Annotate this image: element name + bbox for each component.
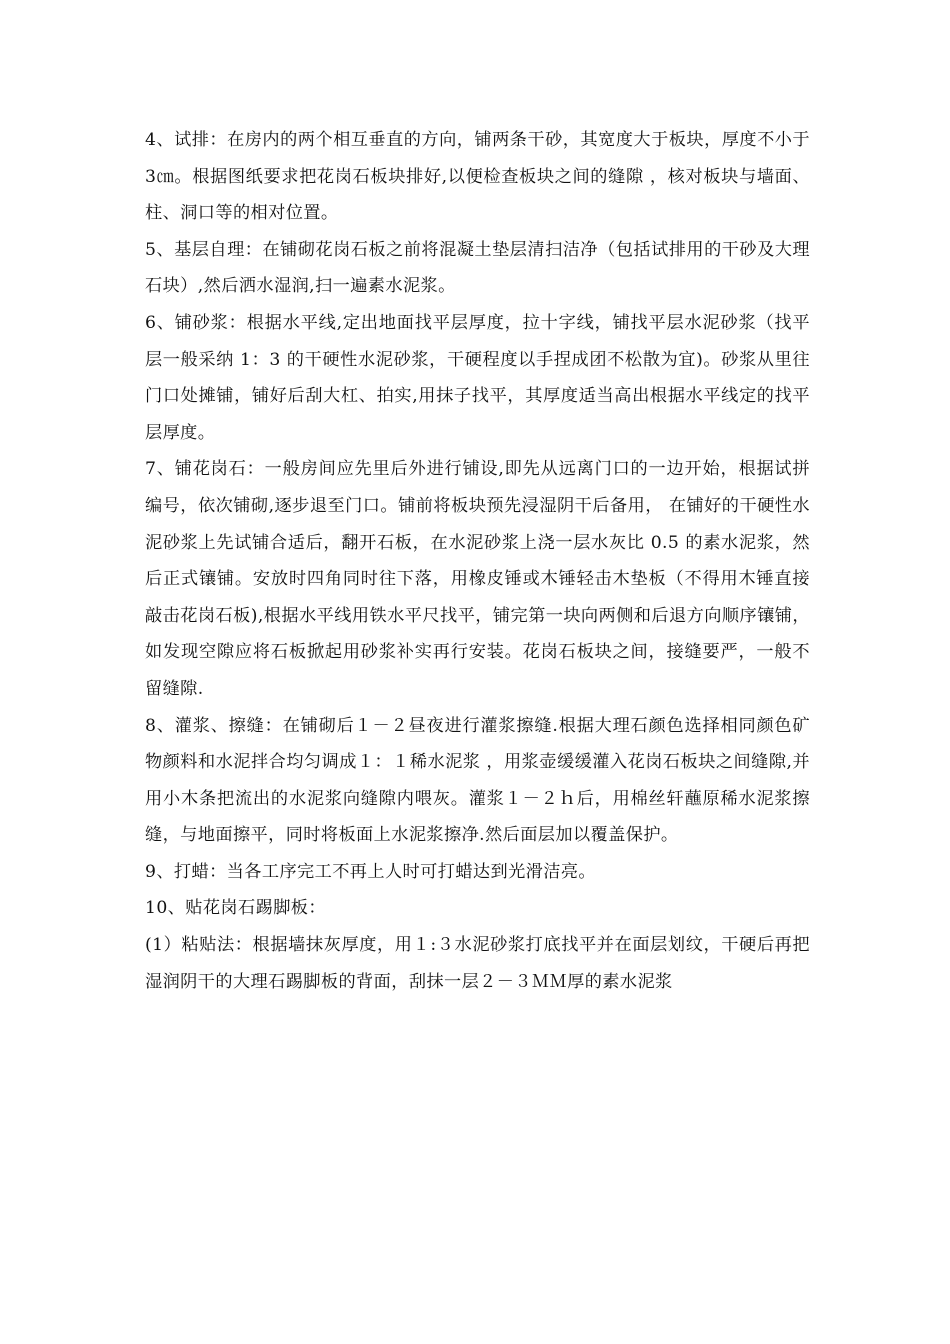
- paragraph-step-4-trial-layout: 4、试排：在房内的两个相互垂直的方向，铺两条干砂，其宽度大于板块，厚度不小于 3㎝。根据图纸要求把花岗石板块排好,以便检查板块之间的缝隙 ，核对板块与墙面、柱、洞口等的相对位置。: [145, 130, 810, 224]
- paragraph-step-5-base-treatment: 5、基层自理：在铺砌花岗石板之前将混凝土垫层清扫洁净（包括试排用的干砂及大理石块）,然后洒水湿润,扫一遍素水泥浆。: [145, 239, 810, 297]
- paragraph-step-10-1-paste-method: (1）粘贴法：根据墙抹灰厚度，用１:３水泥砂浆打底找平并在面层划纹，干硬后再把湿润阴干的大理石踢脚板的背面，刮抹一层２－３ＭＭ厚的素水泥浆: [145, 935, 810, 992]
- paragraph-step-9-waxing: 9、打蜡：当各工序完工不再上人时可打蜡达到光滑洁亮。: [145, 861, 597, 882]
- paragraph-step-10-skirting-heading: 10、贴花岗石踢脚板：: [145, 898, 326, 919]
- paragraph-step-6-mortar-spreading: 6、铺砂浆：根据水平线,定出地面找平层厚度，拉十字线，铺找平层水泥砂浆（找平层一般采纳 1：3 的干硬性水泥砂浆，干硬程度以手捏成团不松散为宜)。砂浆从里往门口处摊铺，铺好后刮大杠、拍实,用抹子找平，其厚度适当高出根据水平线定的找平层厚度。: [145, 312, 810, 443]
- paragraph-step-8-grouting: 8、灌浆、擦缝：在铺砌后１－２昼夜进行灌浆擦缝.根据大理石颜色选择相同颜色矿物颜料和水泥拌合均匀调成１：１稀水泥浆 ，用浆壶缓缓灌入花岗石板块之间缝隙,并用小木条把流出的水泥浆向缝隙内喂灰。灌浆１－２ｈ后，用棉丝轩蘸原稀水泥浆擦缝，与地面擦平，同时将板面上水泥浆擦净.然后面层加以覆盖保护。: [145, 715, 810, 846]
- document-body: [145, 122, 810, 1000]
- paragraph-step-7-granite-laying: 7、铺花岗石：一般房间应先里后外进行铺设,即先从远离门口的一边开始，根据试拼编号，依次铺砌,逐步退至门口。铺前将板块预先浸湿阴干后备用， 在铺好的干硬性水泥砂浆上先试铺合适后，翻开石板，在水泥砂浆上浇一层水灰比 0.5 的素水泥浆，然后正式镶铺。安放时四角同时往下落，用橡皮锤或木锤轻击木垫板（不得用木锤直接敲击花岗石板),根据水平线用铁水平尺找平，铺完第一块向两侧和后退方向顺序镶铺，如发现空隙应将石板掀起用砂浆补实再行安装。花岗石板块之间，接缝要严，一般不留缝隙.: [145, 459, 810, 699]
